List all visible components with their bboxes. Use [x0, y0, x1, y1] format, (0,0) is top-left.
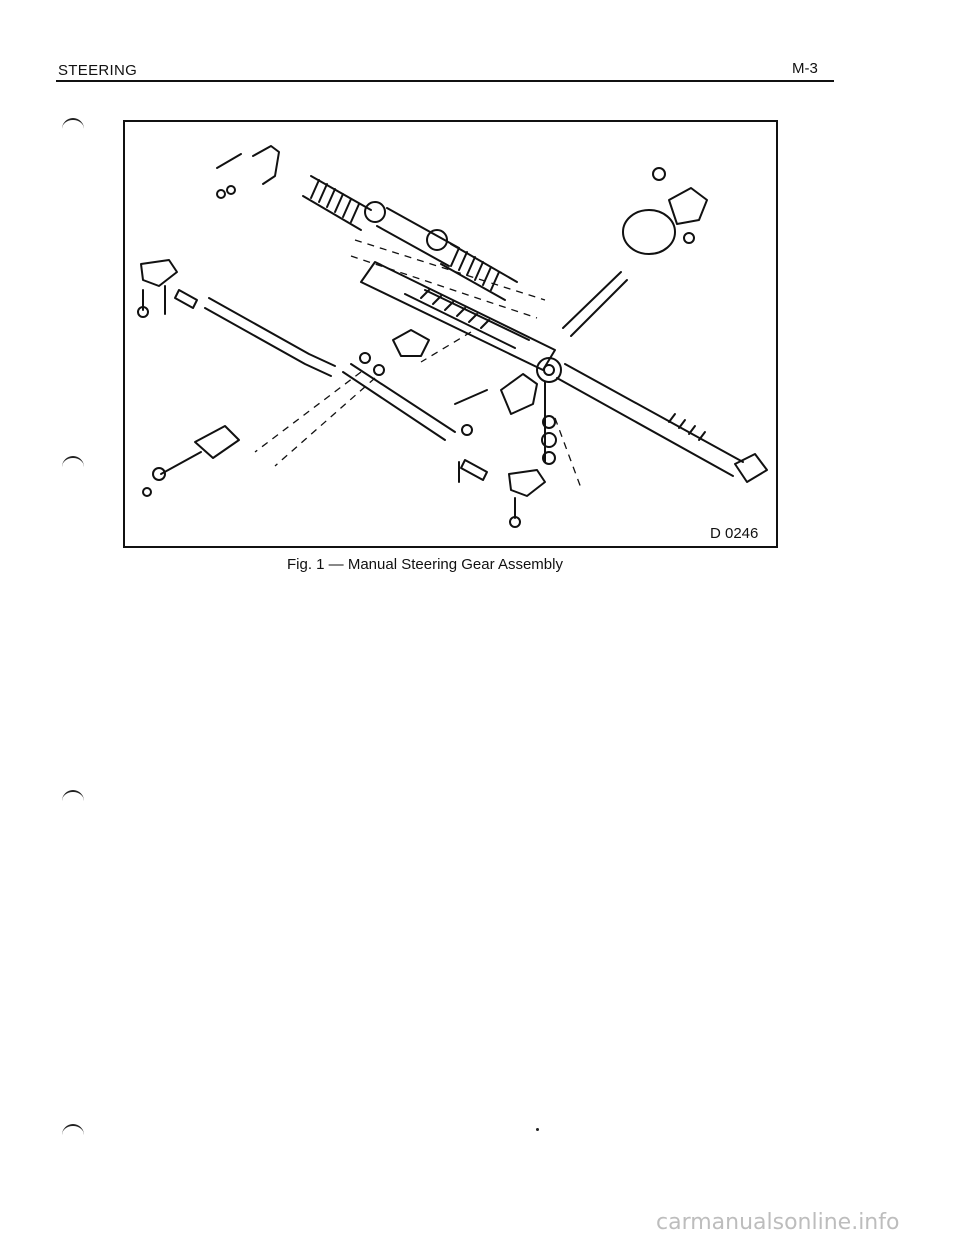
- leader-line-5: [421, 332, 471, 362]
- watermark: carmanualsonline.info: [656, 1210, 900, 1235]
- top-bolt: [217, 154, 241, 168]
- mounting-bracket: [393, 330, 429, 356]
- section-title: STEERING: [58, 62, 138, 79]
- fig-code: D 0246: [710, 525, 759, 542]
- bracket-washer-1: [360, 353, 370, 363]
- left-tie-rod-end: [141, 260, 177, 286]
- bracket-washer-2: [374, 365, 384, 375]
- leader-line-6: [555, 418, 581, 488]
- left-bellows: [303, 176, 371, 230]
- steering-gear-figure: [123, 120, 778, 548]
- page-number: M-3: [792, 60, 818, 77]
- left-tie-rod-stud: [143, 286, 165, 314]
- left-lock-nut: [175, 290, 197, 308]
- yoke-bolt: [455, 390, 487, 404]
- header-divider: [56, 80, 834, 82]
- input-shaft: [563, 272, 627, 336]
- lower-left-bracket: [195, 426, 239, 458]
- margin-mark-2: [62, 456, 84, 468]
- leader-line-4: [275, 378, 375, 466]
- left-tie-rod: [209, 298, 335, 366]
- tube-ring-1: [365, 202, 385, 222]
- right-lock-nut: [461, 460, 487, 480]
- dust-boot: [623, 210, 675, 254]
- lower-left-washer: [143, 488, 151, 496]
- margin-mark-4: [62, 1124, 84, 1136]
- yoke-nut: [462, 425, 472, 435]
- right-tie-rod-2: [351, 364, 455, 432]
- pinion-end-cap: [735, 454, 767, 482]
- page-dot: [536, 1128, 539, 1131]
- rack-teeth: [421, 290, 489, 328]
- pinion-shaft: [557, 364, 743, 476]
- rack-housing-detail: [405, 290, 529, 348]
- steering-gear-diagram: [125, 122, 776, 546]
- margin-mark-3: [62, 790, 84, 802]
- right-tie-rod: [343, 372, 445, 440]
- yoke-housing: [501, 374, 537, 414]
- margin-mark-1: [62, 118, 84, 130]
- lower-left-bolt: [161, 452, 201, 474]
- right-tie-rod-end: [509, 470, 545, 496]
- upper-mount: [669, 188, 707, 224]
- lower-left-nut: [153, 468, 165, 480]
- upper-bolt-head-2: [684, 233, 694, 243]
- figure-caption: Fig. 1 — Manual Steering Gear Assembly: [287, 556, 563, 573]
- pinion-bearing-inner: [544, 365, 554, 375]
- left-tie-rod-2: [205, 308, 331, 376]
- top-washer-1: [217, 190, 225, 198]
- top-washer-2: [227, 186, 235, 194]
- pinion-teeth: [669, 414, 705, 440]
- upper-bolt-head: [653, 168, 665, 180]
- leader-line-3: [255, 372, 361, 452]
- top-clamp: [253, 146, 279, 184]
